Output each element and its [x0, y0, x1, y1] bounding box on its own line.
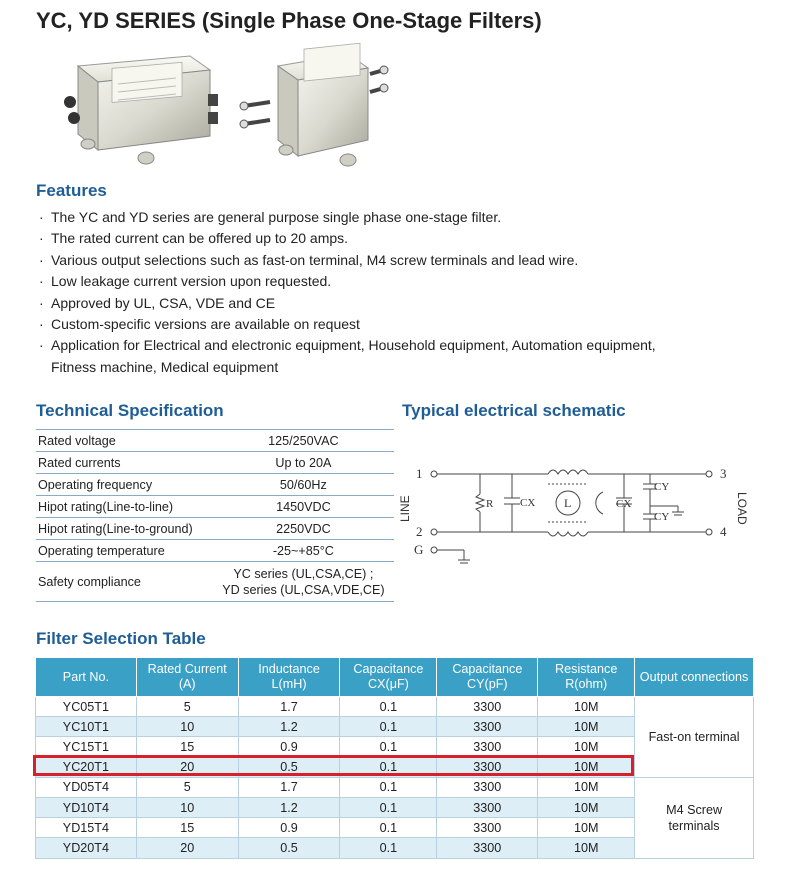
spec-row — [36, 474, 394, 496]
cell-cy: 3300 — [437, 737, 538, 757]
cell-part: YC10T1 — [36, 717, 137, 737]
yd-filter-image — [240, 43, 388, 166]
feature-item: · Various output selections such as fast-on terminal, M4 screw terminals and lead wire. — [36, 250, 736, 271]
cell-resistance: 10M — [538, 737, 635, 757]
feature-text: Application for Electrical and electronic equipment, Household equipment, Automation equipment, — [51, 337, 656, 354]
spec-value: 50/60Hz — [211, 474, 394, 496]
output-group-m4-screw: M4 Screw terminals — [635, 777, 754, 858]
cell-resistance: 10M — [538, 697, 635, 717]
cell-part: YD15T4 — [36, 818, 137, 838]
safety-yd: YD series (UL,CSA,VDE,CE) — [222, 582, 385, 597]
cx1-label: CX — [520, 497, 536, 509]
spec-label: Safety compliance — [36, 562, 211, 602]
spec-label: Hipot rating(Line-to-line) — [36, 496, 211, 518]
cy1-label: CY — [654, 481, 670, 493]
feature-item: · Custom-specific versions are available on request — [36, 314, 736, 335]
spec-value: -25~+85°C — [211, 540, 394, 562]
features-heading: Features — [36, 181, 107, 200]
cell-cy: 3300 — [437, 777, 538, 797]
cell-cx: 0.1 — [340, 697, 437, 717]
electrical-schematic — [398, 454, 760, 574]
cell-resistance: 10M — [538, 818, 635, 838]
spec-value: 1450VDC — [211, 496, 394, 518]
table-row — [36, 697, 754, 717]
table-row — [36, 777, 754, 797]
feature-text-continued: Fitness machine, Medical equipment — [51, 358, 279, 375]
spec-value: Up to 20A — [211, 452, 394, 474]
terminal-1-label: 1 — [416, 466, 423, 481]
spec-label: Rated currents — [36, 452, 211, 474]
col-output-connections: Output connections — [635, 658, 754, 697]
spec-value: 2250VDC — [211, 518, 394, 540]
cell-inductance: 1.2 — [238, 717, 340, 737]
cell-cx: 0.1 — [340, 757, 437, 777]
cell-cy: 3300 — [437, 697, 538, 717]
feature-item: · The rated current can be offered up to 20 amps. — [36, 228, 736, 249]
spec-value: 125/250VAC — [211, 430, 394, 452]
spec-label: Hipot rating(Line-to-ground) — [36, 518, 211, 540]
terminal-4-label: 4 — [720, 524, 727, 539]
cell-inductance: 0.9 — [238, 737, 340, 757]
cell-resistance: 10M — [538, 717, 635, 737]
col-rated-current: Rated Current (A) — [136, 658, 238, 697]
cell-current: 20 — [136, 757, 238, 777]
col-resistance: Resistance R(ohm) — [538, 658, 635, 697]
cell-resistance: 10M — [538, 777, 635, 797]
col-capacitance-cx: Capacitance CX(μF) — [340, 658, 437, 697]
cell-cx: 0.1 — [340, 818, 437, 838]
cell-inductance: 0.5 — [238, 757, 340, 777]
table-header-row — [36, 658, 754, 697]
cell-current: 5 — [136, 697, 238, 717]
ground-label: G — [414, 542, 424, 557]
cell-inductance: 0.5 — [238, 838, 340, 858]
col-inductance: Inductance L(mH) — [238, 658, 340, 697]
load-label: LOAD — [735, 492, 749, 525]
cell-part: YC20T1 — [36, 757, 137, 777]
selection-heading: Filter Selection Table — [36, 629, 206, 648]
cell-inductance: 1.7 — [238, 777, 340, 797]
terminal-2-label: 2 — [416, 524, 423, 539]
product-photos — [48, 40, 408, 176]
col-part-no: Part No. — [36, 658, 137, 697]
line-label: LINE — [398, 495, 412, 522]
cell-cy: 3300 — [437, 818, 538, 838]
feature-item: · Approved by UL, CSA, VDE and CE — [36, 293, 736, 314]
yc-filter-image — [64, 56, 218, 164]
col-capacitance-cy: Capacitance CY(pF) — [437, 658, 538, 697]
feature-item: · The YC and YD series are general purpose single phase one-stage filter. — [36, 207, 736, 228]
cell-current: 20 — [136, 838, 238, 858]
cell-cy: 3300 — [437, 797, 538, 817]
cell-current: 10 — [136, 797, 238, 817]
page-title: YC, YD SERIES (Single Phase One-Stage Filters) — [36, 8, 542, 33]
spec-row — [36, 430, 394, 452]
spec-label: Operating frequency — [36, 474, 211, 496]
feature-item: · Low leakage current version upon requested. — [36, 271, 736, 292]
cell-part: YC15T1 — [36, 737, 137, 757]
spec-value — [211, 562, 394, 602]
cell-inductance: 1.7 — [238, 697, 340, 717]
cell-cx: 0.1 — [340, 717, 437, 737]
cell-resistance: 10M — [538, 838, 635, 858]
spec-label: Operating temperature — [36, 540, 211, 562]
cell-cx: 0.1 — [340, 737, 437, 757]
cell-cx: 0.1 — [340, 777, 437, 797]
cell-current: 10 — [136, 717, 238, 737]
terminal-3-label: 3 — [720, 466, 727, 481]
safety-yc: YC series (UL,CSA,CE) ; — [233, 566, 374, 581]
cell-part: YD05T4 — [36, 777, 137, 797]
cell-cx: 0.1 — [340, 797, 437, 817]
cy2-label: CY — [654, 511, 670, 523]
cell-current: 5 — [136, 777, 238, 797]
spec-row — [36, 540, 394, 562]
cell-part: YC05T1 — [36, 697, 137, 717]
spec-row — [36, 562, 394, 602]
inductor-label: L — [564, 496, 572, 510]
cell-inductance: 0.9 — [238, 818, 340, 838]
cell-resistance: 10M — [538, 797, 635, 817]
cell-part: YD10T4 — [36, 797, 137, 817]
features-list — [36, 207, 736, 378]
spec-row — [36, 518, 394, 540]
technical-spec-table — [36, 429, 394, 602]
cell-cy: 3300 — [437, 717, 538, 737]
spec-row — [36, 452, 394, 474]
highlight-box — [33, 755, 634, 776]
cell-current: 15 — [136, 737, 238, 757]
cell-cy: 3300 — [437, 838, 538, 858]
cell-cy: 3300 — [437, 757, 538, 777]
cell-part: YD20T4 — [36, 838, 137, 858]
cell-resistance: 10M — [538, 757, 635, 777]
cell-cx: 0.1 — [340, 838, 437, 858]
cell-current: 15 — [136, 818, 238, 838]
spec-label: Rated voltage — [36, 430, 211, 452]
resistor-label: R — [486, 498, 494, 510]
spec-heading: Technical Specification — [36, 401, 224, 420]
feature-item — [36, 335, 736, 378]
schematic-heading: Typical electrical schematic — [402, 401, 626, 420]
spec-row — [36, 496, 394, 518]
cell-inductance: 1.2 — [238, 797, 340, 817]
cx2-label: CX — [616, 498, 632, 510]
output-group-fast-on: Fast-on terminal — [635, 697, 754, 778]
